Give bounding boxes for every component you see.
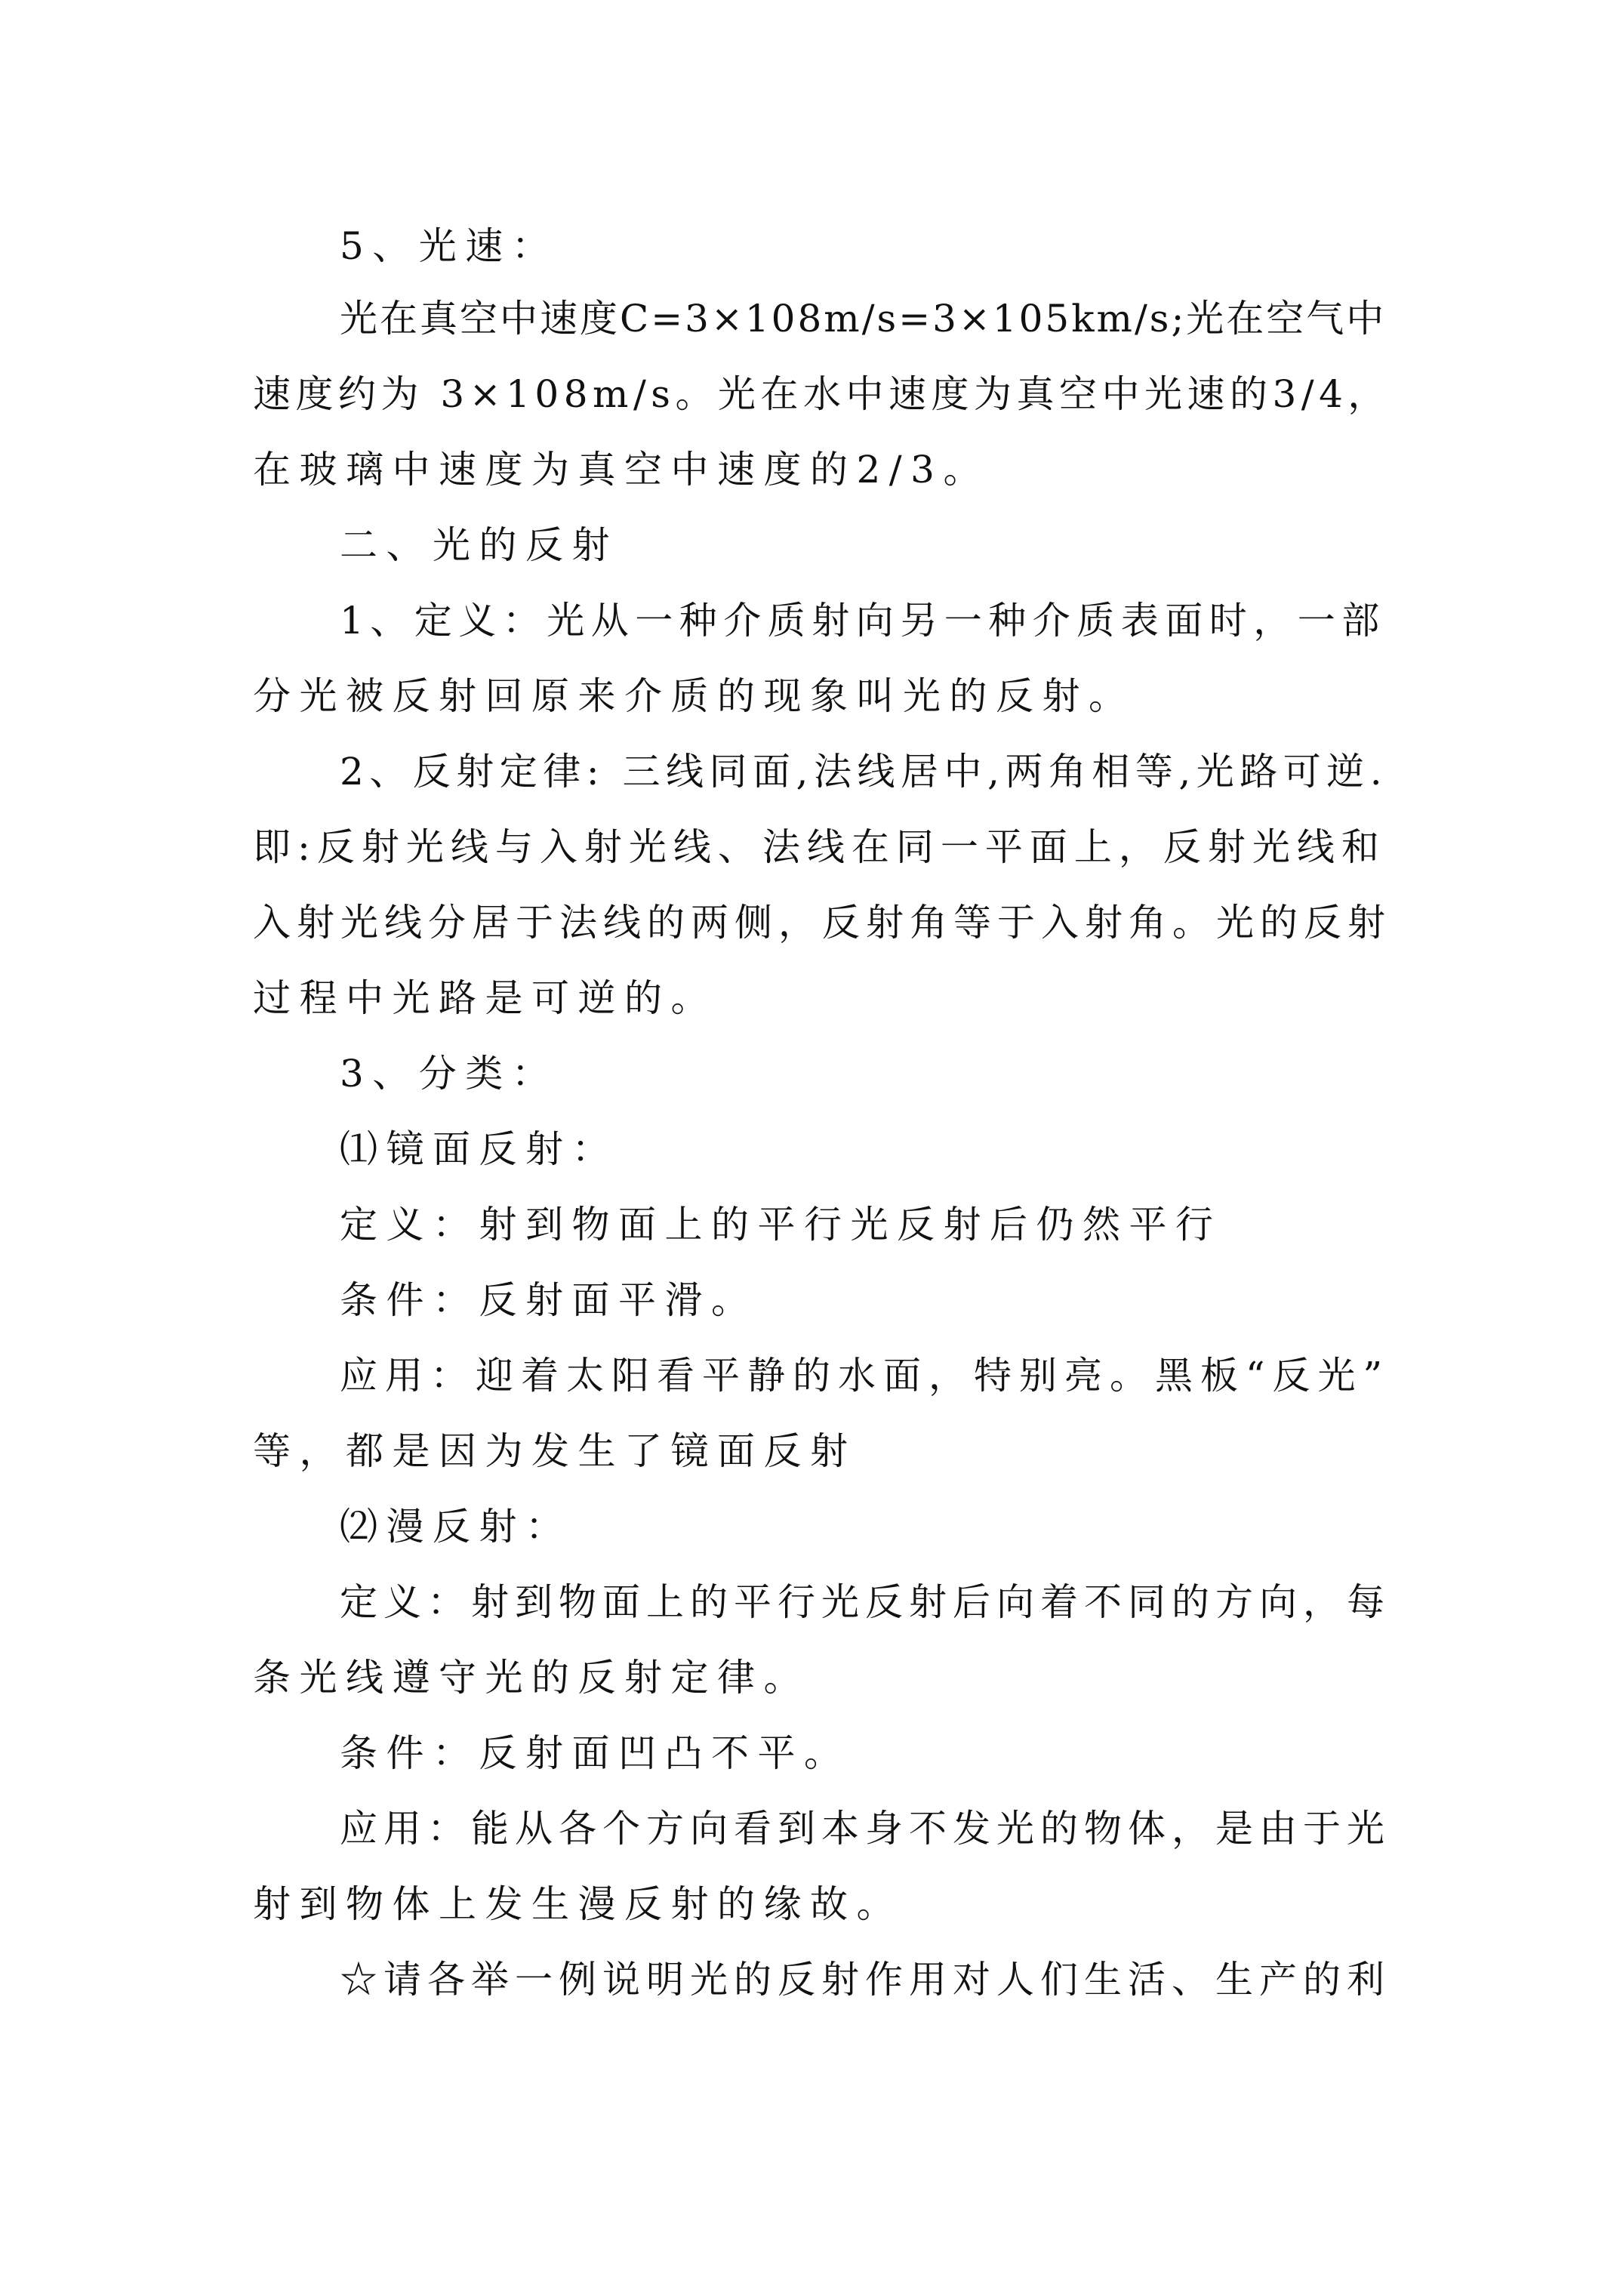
subheading-classification: 3、分类： [340,1052,559,1096]
paragraph-line: 条件：反射面凹凸不平。 [340,1731,851,1775]
paragraph-line: 2、反射定律: 三线同面,法线居中,两角相等,光路可逆. [340,750,1388,794]
paragraph-line: 定义：射到物面上的平行光反射后仍然平行 [340,1203,1222,1247]
paragraph-line: 定义：射到物面上的平行光反射后向着不同的方向，每 [340,1580,1390,1624]
paragraph-line: 速度约为 3×108m/s。光在水中速度为真空中光速的3/4， [253,372,1390,416]
subheading-specular: ⑴镜面反射： [340,1127,618,1171]
paragraph-line: 1、定义：光从一种介质射向另一种介质表面时，一部 [340,599,1386,643]
paragraph-line: 应用：迎着太阳看平静的水面，特别亮。黑板“反光” [340,1354,1390,1398]
paragraph-line: 分光被反射回原来介质的现象叫光的反射。 [253,674,1135,718]
paragraph-line: 射到物体上发生漫反射的缘故。 [253,1882,903,1926]
paragraph-line: 入射光线分居于法线的两侧，反射角等于入射角。光的反射 [253,901,1391,945]
paragraph-line: 在玻璃中速度为真空中速度的2/3。 [253,448,990,492]
paragraph-line: ☆请各举一例说明光的反射作用对人们生活、生产的利 [340,1958,1390,2002]
paragraph-line: 应用：能从各个方向看到本身不发光的物体，是由于光 [340,1807,1390,1851]
paragraph-line: 等，都是因为发生了镜面反射 [253,1429,857,1473]
paragraph-line: 过程中光路是可逆的。 [253,976,717,1020]
paragraph-line: 即:反射光线与入射光线、法线在同一平面上，反射光线和 [253,825,1386,869]
heading-light-speed: 5、光速： [340,224,559,268]
paragraph-line: 条件：反射面平滑。 [340,1278,758,1322]
section-heading-reflection: 二、光的反射 [340,523,618,567]
paragraph-line: 光在真空中速度C=3×108m/s=3×105km/s;光在空气中 [340,297,1387,341]
subheading-diffuse: ⑵漫反射： [340,1505,572,1549]
paragraph-line: 条光线遵守光的反射定律。 [253,1656,810,1700]
